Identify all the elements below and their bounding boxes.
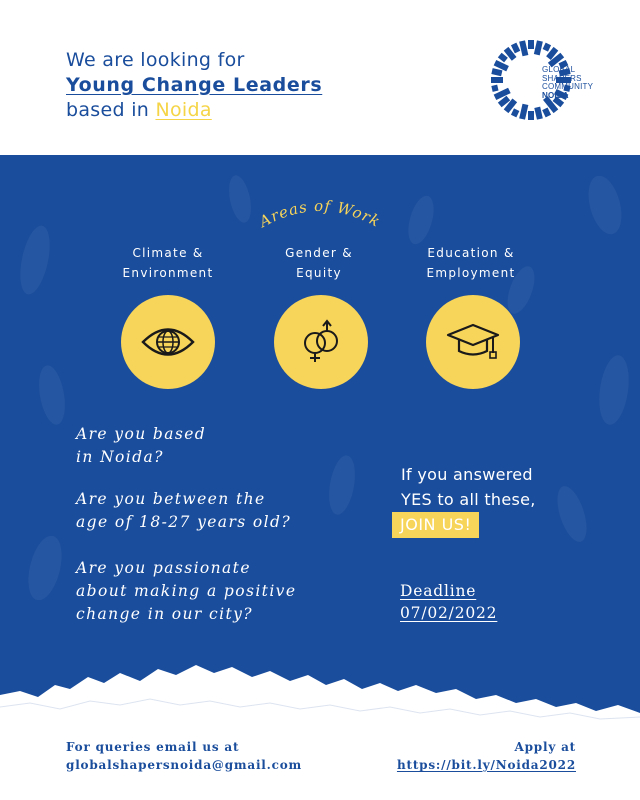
area-label-line2: Environment [122, 266, 214, 280]
deadline-label: Deadline [400, 582, 477, 600]
question-age [76, 488, 291, 534]
logo-text-line1: GLOBAL [542, 65, 576, 74]
decor-drop [595, 353, 632, 426]
torn-paper-edge [0, 655, 640, 735]
graduation-cap-icon [426, 295, 520, 389]
question-based [76, 423, 206, 469]
areas-title [240, 183, 400, 243]
headline-line3-prefix: based in [66, 99, 156, 121]
decor-drop [35, 363, 69, 426]
footer-contact [66, 738, 302, 774]
question-line2: in Noida? [76, 448, 164, 466]
logo-ring-bar [534, 107, 543, 120]
headline-line3 [66, 98, 322, 123]
header [0, 0, 640, 155]
area-label-line1: Gender & [285, 246, 353, 260]
logo-text-line3: COMMUNITY [542, 82, 594, 91]
climate-circle [121, 295, 215, 389]
area-label-line1: Education & [427, 246, 515, 260]
decor-drop [404, 193, 439, 247]
decor-drop [15, 223, 55, 297]
headline-line2: Young Change Leaders [66, 74, 323, 96]
logo-text-city: NOIDA [542, 90, 569, 100]
logo-text-line4 [542, 92, 593, 101]
footer-apply-link[interactable]: https://bit.ly/Noida2022 [396, 758, 576, 772]
gender-symbols-icon [274, 295, 368, 389]
logo-ring-bar [534, 40, 543, 55]
logo-ring-bar [528, 111, 534, 120]
decor-drop [583, 172, 628, 238]
headline-city-highlight: Noida [155, 99, 212, 121]
answer-line2: YES to all these, [401, 490, 536, 509]
decor-drop [22, 532, 67, 603]
area-label-climate [93, 243, 243, 283]
logo-ring-bar [491, 68, 502, 76]
question-line1: Are you between the [76, 490, 266, 508]
logo-ring-bar [528, 40, 534, 49]
eye-globe-icon [121, 295, 215, 389]
answer-line1: If you answered [401, 465, 533, 484]
gender-circle [274, 295, 368, 389]
footer-apply [397, 738, 576, 774]
logo-text [542, 66, 593, 100]
question-line1: Are you passionate [76, 559, 251, 577]
areas-title-text: Areas of Work [256, 196, 384, 231]
decor-drop [325, 453, 359, 516]
deadline [400, 580, 497, 624]
headline-line1: We are looking for [66, 49, 245, 71]
logo-ring-bar [491, 85, 498, 92]
logo-ring-bar [491, 77, 503, 83]
answer-text [401, 462, 536, 512]
logo-ring-bar [519, 40, 528, 56]
footer-contact-label: For queries email us at [66, 740, 240, 754]
footer-email-link[interactable]: globalshapersnoida@gmail.com [66, 758, 303, 772]
question-line2: about making a positive [76, 582, 297, 600]
logo-ring-bar [511, 108, 519, 117]
question-line2: age of 18-27 years old? [76, 513, 292, 531]
logo-ring-bar [511, 43, 520, 54]
deadline-date: 07/02/2022 [400, 604, 498, 622]
area-label-line2: Equity [296, 266, 342, 280]
logo-ring-bar [498, 53, 508, 63]
headline [66, 48, 322, 123]
question-line3: change in our city? [76, 605, 253, 623]
area-label-gender [244, 243, 394, 283]
logo-ring-bar [519, 104, 528, 120]
logo-ring-bar [542, 108, 551, 118]
join-us-badge: JOIN US! [392, 512, 479, 538]
education-circle [426, 295, 520, 389]
question-passionate [76, 557, 296, 626]
decor-drop [552, 483, 593, 546]
logo-text-line2: SHAPERS [542, 73, 582, 83]
question-line1: Are you based [76, 425, 207, 443]
area-label-education [396, 243, 546, 283]
footer-apply-label: Apply at [514, 740, 576, 754]
area-label-line1: Climate & [132, 246, 204, 260]
logo-ring-bar [543, 43, 551, 52]
svg-text:Areas of Work [255, 197, 384, 232]
area-label-line2: Employment [426, 266, 516, 280]
